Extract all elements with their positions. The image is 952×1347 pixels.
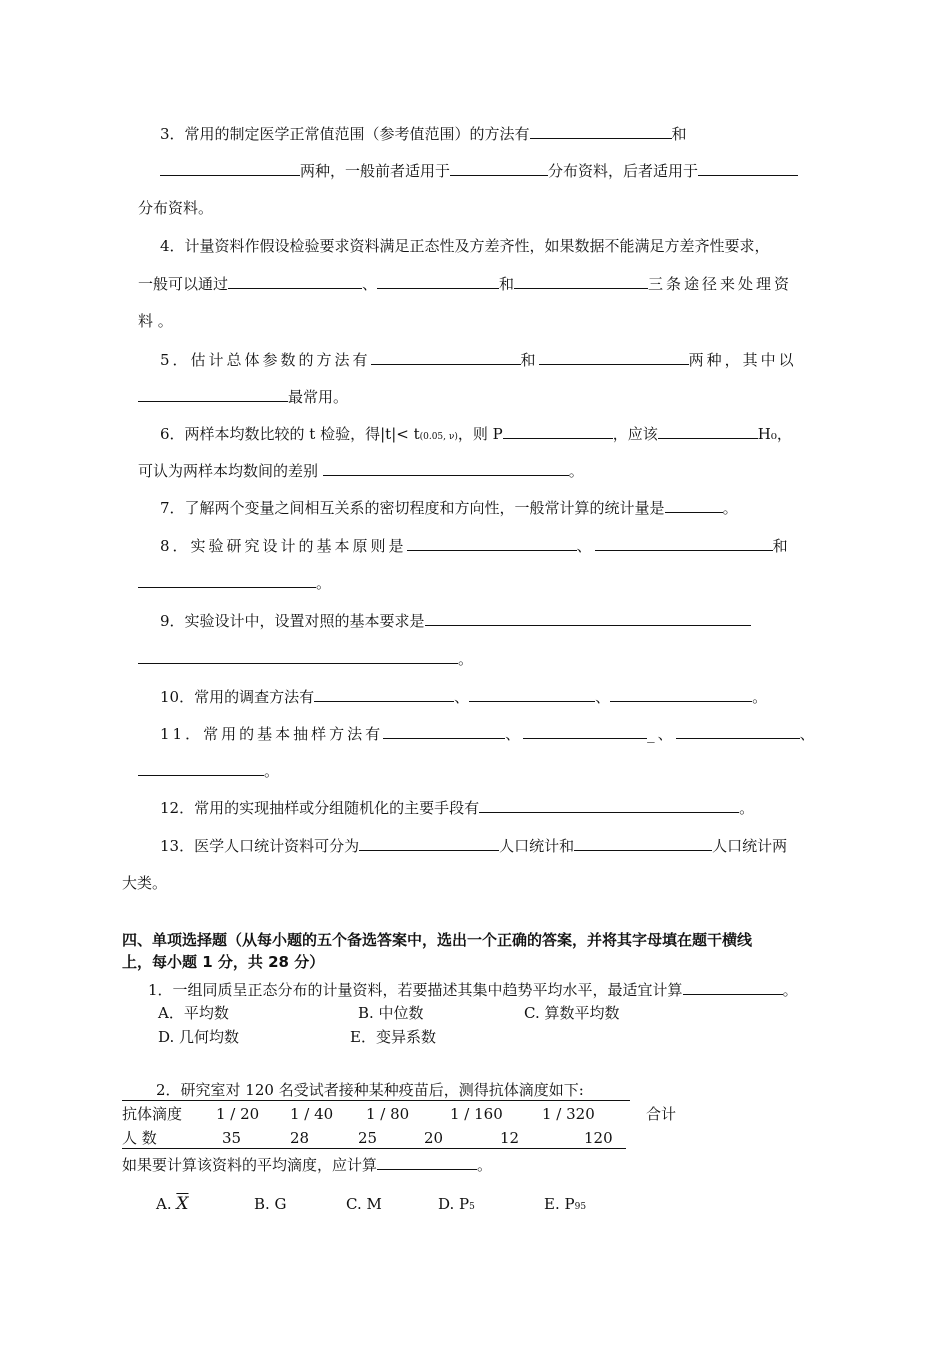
q8-line2: 。 [138,572,331,593]
answer-blank[interactable] [523,723,647,739]
q8-line1: 8．实验研究设计的基本原则是 、 和 [160,537,791,555]
q11-line2: 。 [138,760,279,781]
mc2-question: 如果要计算该资料的平均滴度，应计算 。 [122,1156,493,1174]
section-heading-line2: 上，每小题 1 分，共 28 分） [122,953,325,971]
q4-line3: 料 。 [138,312,173,330]
q3-line3: 分布资料。 [138,199,214,217]
q4-line1: 4．计量资料作假设检验要求资料满足正态性及方差齐性，如果数据不能满足方差齐性要求， [160,237,770,255]
mc1-option-d[interactable]: D. 几何均数 [158,1028,240,1046]
q9-line2: 。 [138,648,473,669]
q13-line2: 大类。 [122,874,168,892]
mc1-option-c[interactable]: C. 算数平均数 [524,1004,620,1022]
mc1-option-a[interactable]: A．平均数 [158,1004,229,1022]
answer-blank[interactable] [228,273,362,289]
answer-blank[interactable] [425,610,751,626]
answer-blank[interactable] [371,349,521,365]
section-heading: 四、单项选择题（从每小题的五个备选答案中，选出一个正确的答案，并将其字母填在题干横线 [122,931,753,949]
answer-blank[interactable] [138,760,264,776]
answer-blank[interactable] [539,349,689,365]
mc1-stem: 1．一组同质呈正态分布的计量资料，若要描述其集中趋势平均水平，最适宜计算 。 [148,981,798,999]
answer-blank[interactable] [683,979,783,995]
q4-line2: 一般可以通过 、 和 三条途径来处理资 [138,275,793,293]
mc1-option-b[interactable]: B. 中位数 [358,1004,424,1022]
q11-line1: 11．常用的基本抽样方法有 、 _、 、 [160,725,818,743]
answer-blank[interactable] [503,423,613,439]
q6-line2: 可认为两样本均数间的差别 。 [138,462,584,480]
answer-blank[interactable] [383,723,505,739]
answer-blank[interactable] [377,273,499,289]
x-bar-symbol: $\overline{X}$ [176,1194,189,1214]
answer-blank[interactable] [514,273,648,289]
answer-blank[interactable] [574,835,712,851]
answer-blank[interactable] [658,423,758,439]
answer-blank[interactable] [665,497,723,513]
answer-blank[interactable] [676,723,800,739]
answer-blank[interactable] [377,1154,477,1170]
q6-line1: 6．两样本均数比较的 t 检验，得|t|< t(0.05, ν)，则 P ，应该 H₀， [160,425,792,443]
titer-row: 抗体滴度 1 / 20 1 / 40 1 / 80 1 / 160 1 / 320 合计 [122,1105,677,1123]
answer-blank[interactable] [610,686,752,702]
answer-blank[interactable] [138,386,288,402]
answer-blank[interactable] [469,686,595,702]
mc2-option-c[interactable]: C. M [346,1195,382,1213]
answer-blank[interactable] [698,160,798,176]
q3-text: 3．常用的制定医学正常值范围（参考值范围）的方法有 [160,125,530,143]
answer-blank[interactable] [450,160,548,176]
q5-line2: 最常用。 [138,386,348,407]
answer-blank[interactable] [530,123,672,139]
q3-line2: 两种，一般前者适用于 分布资料，后者适用于 [160,160,798,181]
q7-line1: 7．了解两个变量之间相互关系的密切程度和方向性，一般常计算的统计量是 。 [160,499,738,517]
q9-line1: 9．实验设计中，设置对照的基本要求是 [160,610,751,631]
answer-blank[interactable] [359,835,499,851]
answer-blank[interactable] [138,648,458,664]
q3-line1: 3．常用的制定医学正常值范围（参考值范围）的方法有 和 [160,125,687,143]
mc1-option-e[interactable]: E．变异系数 [350,1028,436,1046]
q12-line1: 12．常用的实现抽样或分组随机化的主要手段有 。 [160,799,755,817]
mc2-option-d[interactable]: D. P5 [438,1195,475,1213]
answer-blank[interactable] [407,535,577,551]
q5-line1: 5．估计总体参数的方法有 和 两种，其中以 [160,351,797,369]
count-row: 人 数 35 28 25 20 12 120 [122,1128,626,1149]
q13-line1: 13．医学人口统计资料可分为 人口统计和 人口统计两 [160,837,788,855]
q10-line1: 10．常用的调查方法有 、 、 。 [160,688,768,706]
mc2-option-e[interactable]: E. P95 [544,1195,587,1213]
answer-blank[interactable] [138,572,316,588]
answer-blank[interactable] [323,460,569,476]
answer-blank[interactable] [479,797,739,813]
mc2-option-a[interactable]: A. $\overline{X}$ [156,1194,189,1214]
answer-blank[interactable] [595,535,773,551]
mc2-option-b[interactable]: B. G [254,1195,287,1213]
mc2-stem: 2．研究室对 120 名受试者接种某种疫苗后，测得抗体滴度如下: [122,1080,630,1101]
answer-blank[interactable] [160,160,300,176]
answer-blank[interactable] [314,686,454,702]
